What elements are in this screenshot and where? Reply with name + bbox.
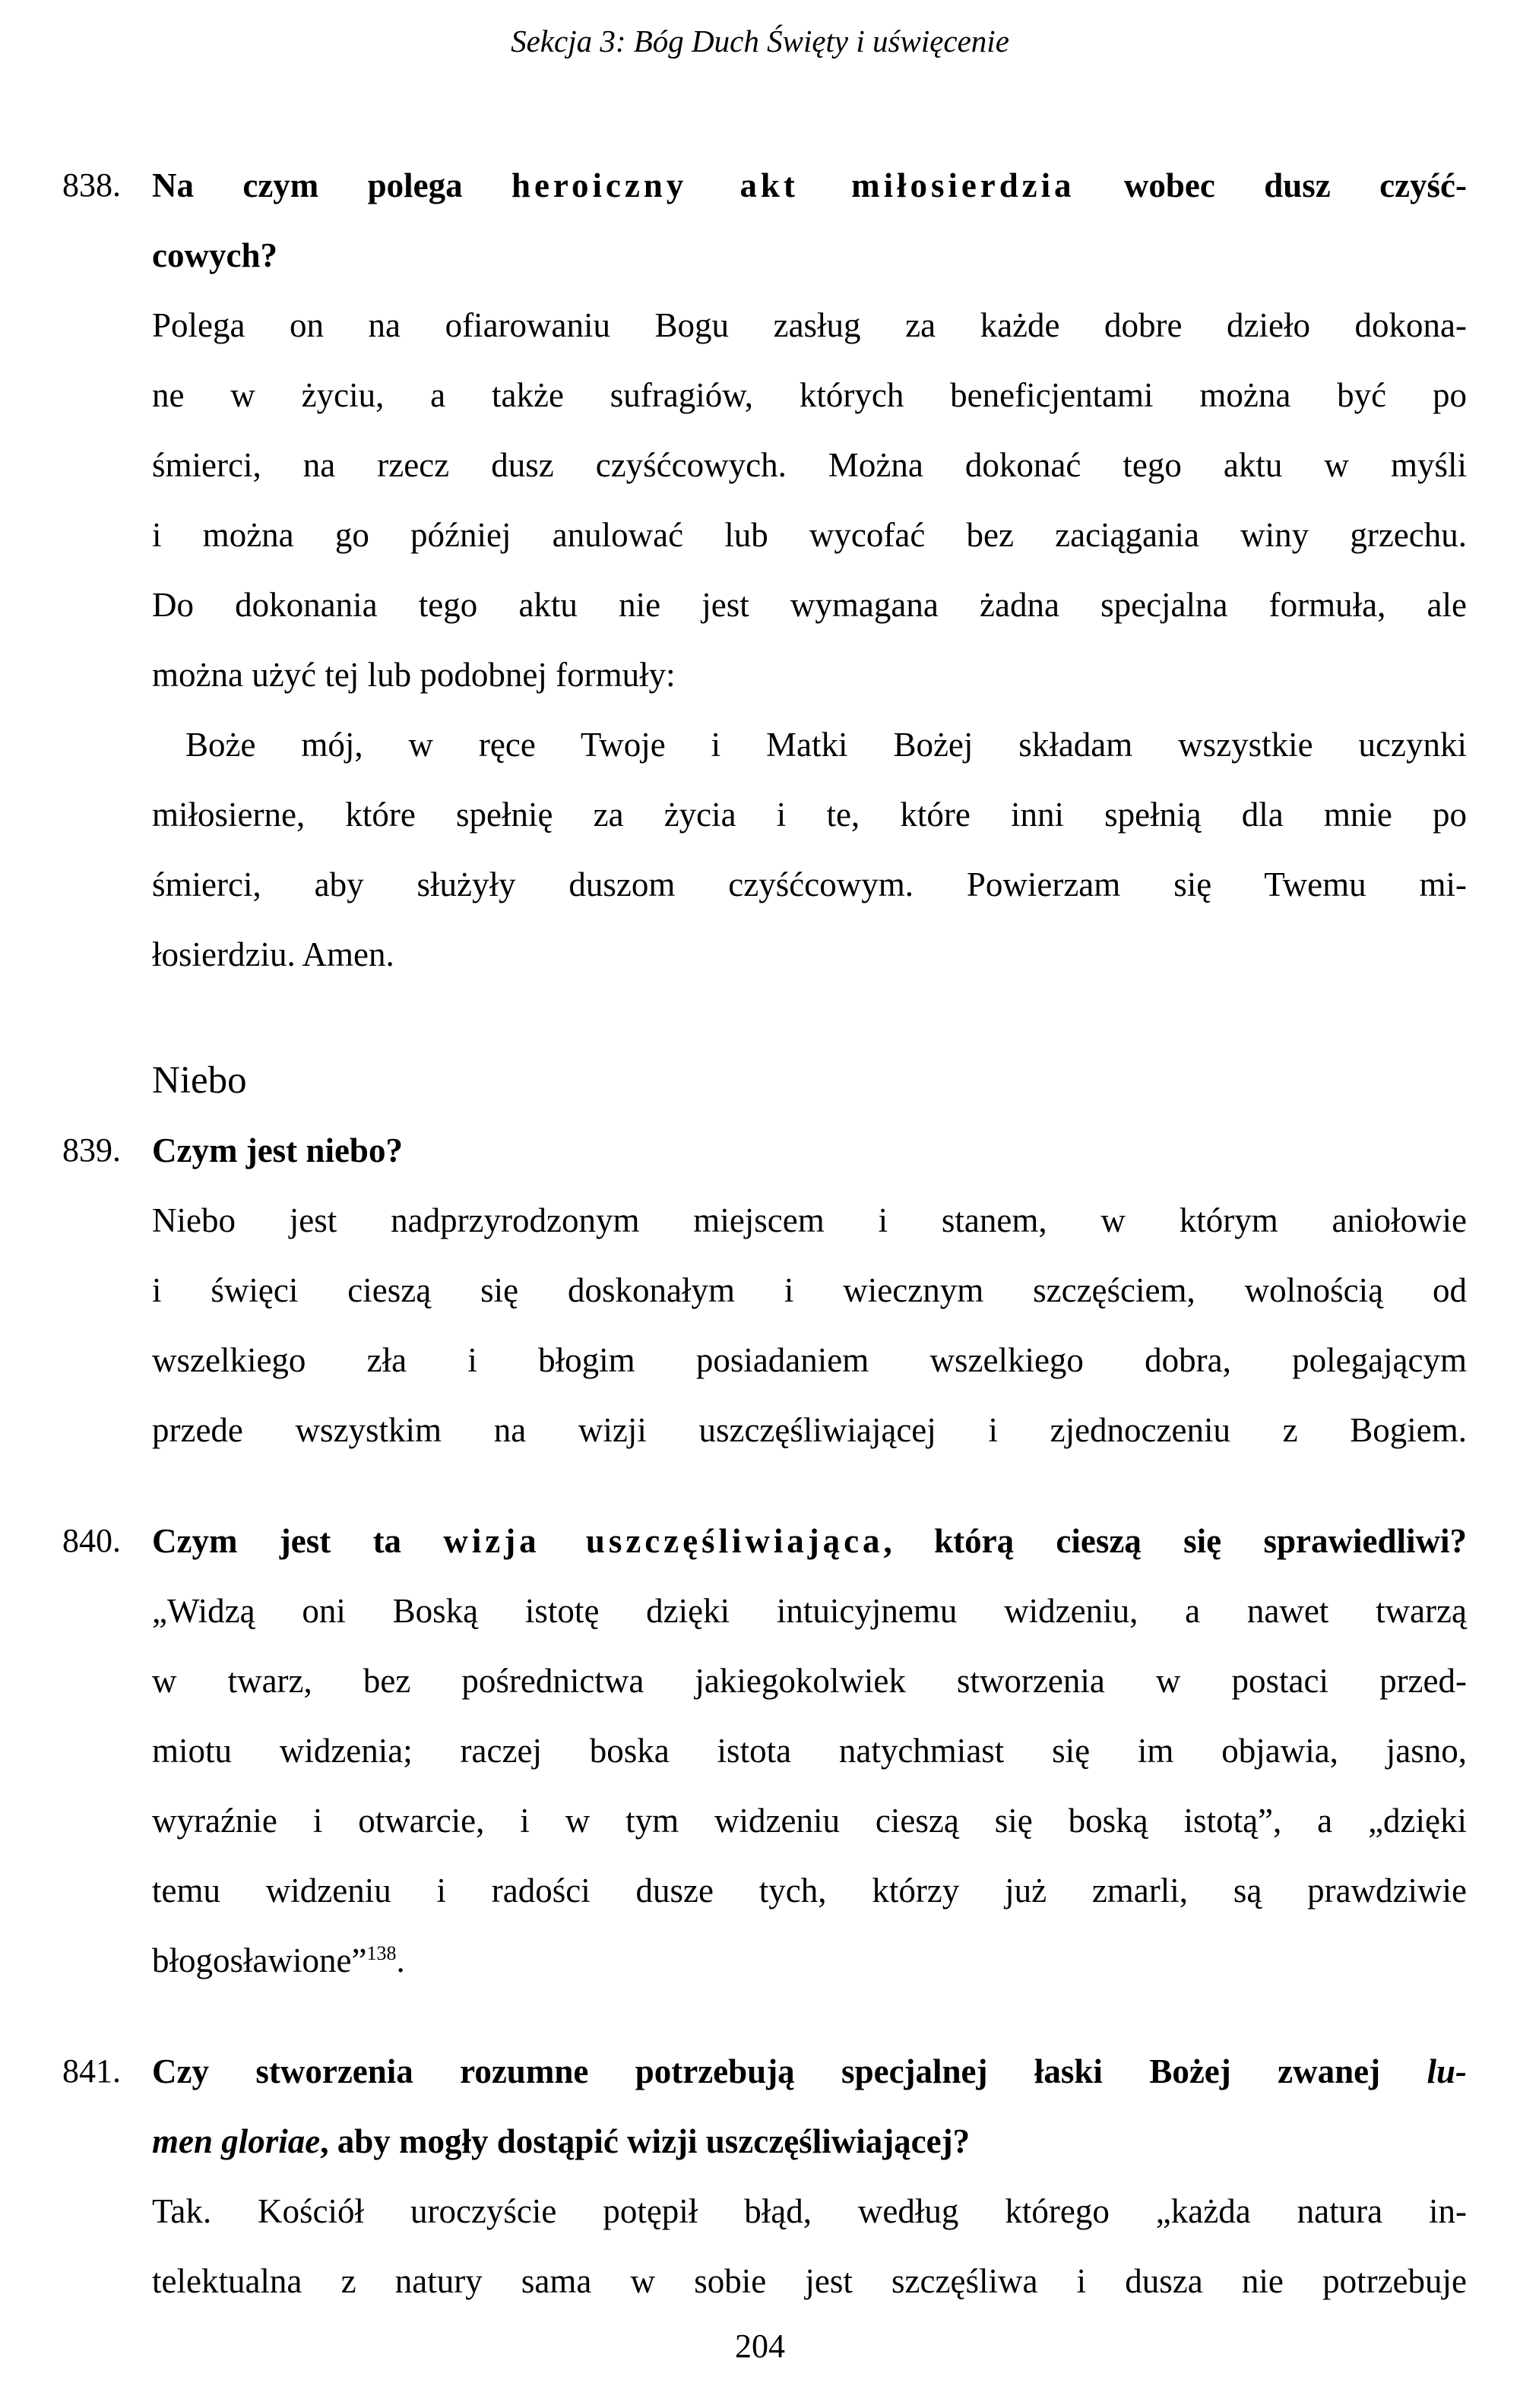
answer-line: Niebo jest nadprzyrodzonym miejscem i stanem, w którym aniołowie bbox=[152, 1201, 1467, 1239]
answer-line: wyraźnie i otwarcie, i w tym widzeniu cieszą się boską istotą”, a „dzięki bbox=[152, 1802, 1467, 1840]
answer-line: Tak. Kościół uroczyście potępił błąd, według którego „każda natura in- bbox=[152, 2192, 1467, 2230]
question-line bbox=[152, 1506, 1467, 1576]
question-number-839: 839. bbox=[62, 1131, 121, 1169]
question-line bbox=[152, 150, 1467, 220]
answer-line: Do dokonania tego aktu nie jest wymagana żadna specjalna formuła, ale bbox=[152, 586, 1467, 624]
answer-line: i święci cieszą się doskonałym i wiecznym szczęściem, wolnością od bbox=[152, 1271, 1467, 1309]
answer-838 bbox=[152, 290, 1467, 710]
answer-line: i można go później anulować lub wycofać bez zaciągania winy grzechu. bbox=[152, 516, 1467, 554]
answer-text: . bbox=[396, 1941, 405, 1979]
question-number-840: 840. bbox=[62, 1522, 121, 1559]
question-text: wobec dusz czyść- bbox=[1075, 166, 1467, 204]
answer-839 bbox=[152, 1185, 1467, 1465]
running-header-text: Sekcja 3: Bóg Duch Święty i uświęcenie bbox=[511, 24, 1009, 59]
answer-line: „Widzą oni Boską istotę dzięki intuicyjnemu widzeniu, a nawet twarzą bbox=[152, 1592, 1467, 1630]
question-latin-term: lu- bbox=[1427, 2052, 1467, 2090]
question-block-839 bbox=[62, 1115, 1467, 1465]
answer-line: przede wszystkim na wizji uszczęśliwiającej i zjednoczeniu z Bogiem. bbox=[152, 1411, 1467, 1449]
question-number-838: 838. bbox=[62, 166, 121, 204]
question-text: , którą cieszą się sprawiedliwi? bbox=[883, 1522, 1467, 1560]
answer-line bbox=[152, 1925, 1467, 1995]
prayer-838 bbox=[152, 710, 1467, 989]
question-latin-term: men gloriae bbox=[152, 2122, 321, 2160]
question-block-841 bbox=[62, 2036, 1467, 2316]
question-839 bbox=[152, 1115, 1467, 1185]
answer-840 bbox=[152, 1576, 1467, 1995]
prayer-line: łosierdziu. Amen. bbox=[152, 935, 394, 973]
question-text: Na czym polega bbox=[152, 166, 511, 204]
question-key-term: heroiczny akt miłosierdzia bbox=[511, 166, 1075, 204]
answer-line: telektualna z natury sama w sobie jest szczęśliwa i dusza nie potrzebuje bbox=[152, 2262, 1467, 2300]
answer-line: śmierci, na rzecz dusz czyśćcowych. Można dokonać tego aktu w myśli bbox=[152, 446, 1467, 484]
question-block-838 bbox=[62, 150, 1467, 989]
prayer-line: Boże mój, w ręce Twoje i Matki Bożej składam wszystkie uczynki bbox=[185, 726, 1467, 764]
answer-line: wszelkiego zła i błogim posiadaniem wszelkiego dobra, polegającym bbox=[152, 1341, 1467, 1379]
running-header bbox=[0, 0, 1520, 65]
question-838 bbox=[152, 150, 1467, 290]
prayer-line: śmierci, aby służyły duszom czyśćcowym. Powierzam się Twemu mi- bbox=[152, 865, 1467, 903]
question-text: Czym jest ta bbox=[152, 1522, 444, 1560]
footnote-reference: 138 bbox=[366, 1942, 397, 1964]
question-text: , aby mogły dostąpić wizji uszczęśliwiającej? bbox=[320, 2122, 971, 2160]
question-840 bbox=[152, 1506, 1467, 1576]
question-841 bbox=[152, 2036, 1467, 2176]
question-number-841: 841. bbox=[62, 2052, 121, 2090]
page-body bbox=[62, 150, 1467, 2316]
prayer-line: miłosierne, które spełnię za życia i te, które inni spełnią dla mnie po bbox=[152, 796, 1467, 834]
answer-line: Polega on na ofiarowaniu Bogu zasług za każde dobre dzieło dokona- bbox=[152, 306, 1467, 344]
answer-line: w twarz, bez pośrednictwa jakiegokolwiek stworzenia w postaci przed- bbox=[152, 1662, 1467, 1700]
answer-841 bbox=[152, 2176, 1467, 2316]
answer-line: ne w życiu, a także sufragiów, których beneficjentami można być po bbox=[152, 376, 1467, 414]
answer-line: miotu widzenia; raczej boska istota natychmiast się im objawia, jasno, bbox=[152, 1732, 1467, 1770]
answer-text: błogosławione” bbox=[152, 1941, 367, 1979]
answer-line: można użyć tej lub podobnej formuły: bbox=[152, 656, 676, 694]
question-text: Czy stworzenia rozumne potrzebują specjalnej łaski Bożej zwanej bbox=[152, 2052, 1427, 2090]
section-heading-niebo: Niebo bbox=[152, 1059, 247, 1102]
question-line: Czym jest niebo? bbox=[152, 1131, 403, 1169]
question-line bbox=[152, 2106, 1467, 2176]
question-key-term: wizja uszczęśliwiająca bbox=[443, 1522, 884, 1560]
question-line: cowych? bbox=[152, 236, 277, 274]
question-block-840 bbox=[62, 1506, 1467, 1995]
page-number: 204 bbox=[735, 2327, 785, 2365]
question-line bbox=[152, 2036, 1467, 2106]
answer-line: temu widzeniu i radości dusze tych, którzy już zmarli, są prawdziwie bbox=[152, 1872, 1467, 1910]
